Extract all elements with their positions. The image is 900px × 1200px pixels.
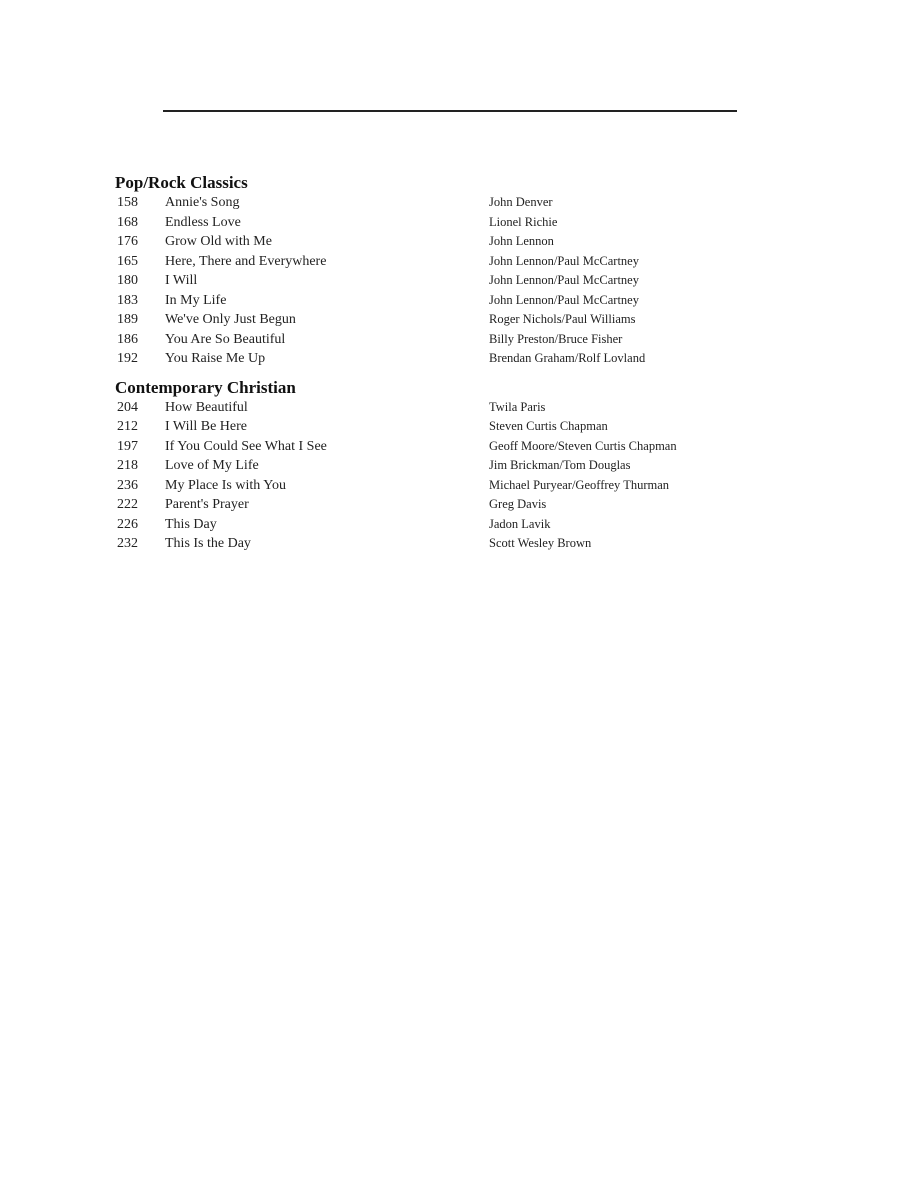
song-title: My Place Is with You	[165, 477, 286, 493]
page-number: 212	[117, 419, 138, 434]
header-rule	[163, 110, 737, 112]
section-contemporary-christian	[115, 378, 755, 554]
list-item	[115, 330, 755, 350]
list-item	[115, 271, 755, 291]
list-item	[115, 310, 755, 330]
list-item	[115, 193, 755, 213]
composer-name: Jadon Lavik	[489, 516, 551, 531]
song-title: This Is the Day	[165, 536, 251, 551]
page-number: 180	[117, 273, 138, 288]
list-item	[115, 291, 755, 311]
list-item	[115, 495, 755, 515]
composer-name: John Lennon/Paul McCartney	[489, 292, 639, 307]
section-pop-rock-classics	[115, 173, 755, 369]
song-title: Here, There and Everywhere	[165, 253, 327, 269]
composer-name: John Lennon/Paul McCartney	[489, 273, 639, 287]
composer-name: John Lennon/Paul McCartney	[489, 253, 639, 268]
page-number: 183	[117, 292, 138, 308]
composer-name: Michael Puryear/Geoffrey Thurman	[489, 477, 670, 492]
page-number: 236	[117, 477, 138, 493]
composer-name: Greg Davis	[489, 497, 547, 511]
song-title: You Raise Me Up	[165, 351, 266, 366]
list-item	[115, 534, 755, 554]
composer-name: Lionel Richie	[489, 214, 558, 229]
list-item	[115, 213, 755, 233]
page-number: 197	[117, 438, 138, 454]
composer-name: Geoff Moore/Steven Curtis Chapman	[489, 438, 677, 453]
page-number: 189	[117, 312, 138, 327]
page-number: 192	[117, 351, 138, 366]
list-item	[115, 398, 755, 418]
composer-name: John Denver	[489, 195, 553, 209]
song-title: I Will Be Here	[165, 419, 247, 434]
song-title: We've Only Just Begun	[165, 312, 296, 327]
list-item	[115, 515, 755, 535]
page-number: 176	[117, 234, 138, 249]
composer-name: Scott Wesley Brown	[489, 536, 592, 550]
list-item	[115, 232, 755, 252]
composer-name: Brendan Graham/Rolf Lovland	[489, 351, 646, 365]
page-number: 218	[117, 458, 138, 473]
page-number: 222	[117, 497, 138, 512]
composer-name: Jim Brickman/Tom Douglas	[489, 458, 631, 472]
song-list	[115, 193, 755, 369]
song-title: This Day	[165, 516, 217, 532]
song-title: You Are So Beautiful	[165, 331, 286, 347]
song-title: I Will	[165, 273, 198, 288]
song-title: How Beautiful	[165, 399, 248, 415]
page-number: 204	[117, 399, 138, 415]
song-title: Endless Love	[165, 214, 241, 230]
song-title: Love of My Life	[165, 458, 259, 473]
composer-name: Roger Nichols/Paul Williams	[489, 312, 636, 326]
section-title: Pop/Rock Classics	[115, 173, 248, 192]
list-item	[115, 417, 755, 437]
list-item	[115, 349, 755, 369]
list-item	[115, 437, 755, 457]
song-title: Grow Old with Me	[165, 234, 272, 249]
section-title: Contemporary Christian	[115, 377, 296, 397]
list-item	[115, 252, 755, 272]
page-number: 232	[117, 536, 138, 551]
composer-name: Billy Preston/Bruce Fisher	[489, 331, 623, 346]
song-title: Parent's Prayer	[165, 497, 249, 512]
list-item	[115, 476, 755, 496]
song-title: If You Could See What I See	[165, 438, 327, 454]
page-number: 158	[117, 195, 138, 210]
page-number: 165	[117, 253, 138, 269]
composer-name: Twila Paris	[489, 399, 546, 414]
page-number: 168	[117, 214, 138, 230]
composer-name: John Lennon	[489, 234, 554, 248]
song-list	[115, 398, 755, 554]
song-index	[115, 173, 755, 563]
composer-name: Steven Curtis Chapman	[489, 419, 608, 433]
page-number: 186	[117, 331, 138, 347]
list-item	[115, 456, 755, 476]
song-title: Annie's Song	[165, 195, 240, 210]
song-title: In My Life	[165, 292, 227, 308]
page-number: 226	[117, 516, 138, 532]
